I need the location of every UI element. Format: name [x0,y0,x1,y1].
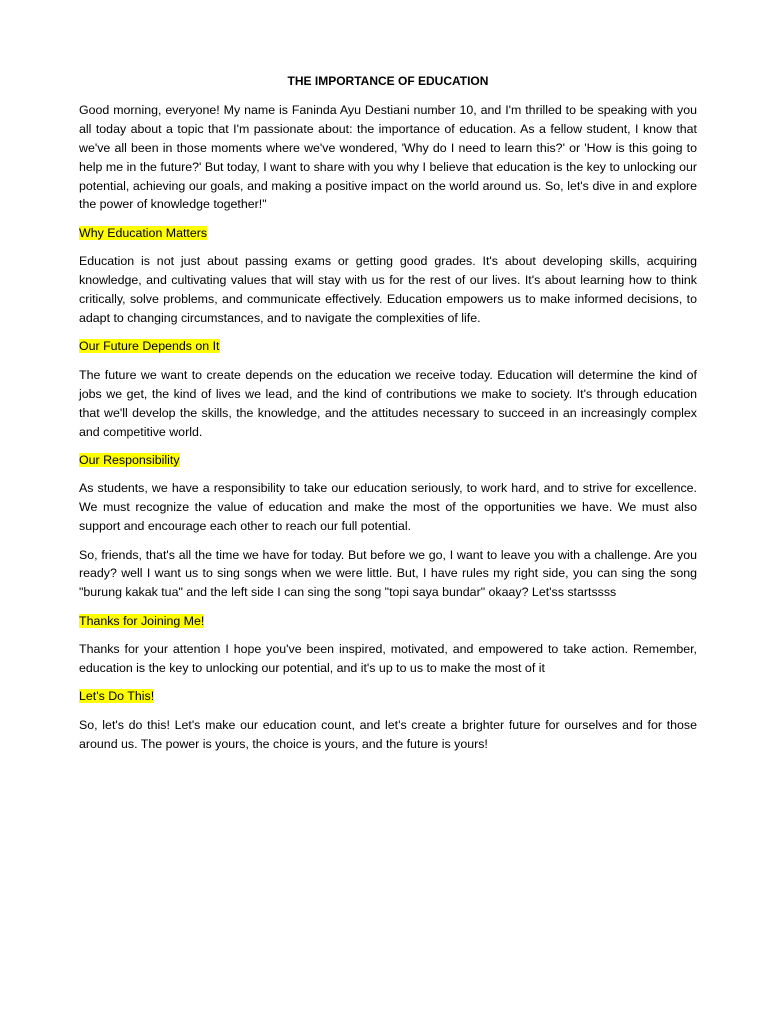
intro-paragraph: Good morning, everyone! My name is Faninda Ayu Destiani number 10, and I'm thrilled to be speaking with you all today about a topic that I'm passionate about: the importance of education. As a fellow student, I know that we've all been in those moments where we've wondered, 'Why do I need to learn this?' or 'How is this going to help me in the future?' But today, I want to share with you why I believe that education is the key to unlocking our potential, achieving our goals, and making a positive impact on the world around us. So, let's dive in and explore the power of knowledge together!" [79,102,697,212]
body-paragraph: Education is not just about passing exams or getting good grades. It's about developing skills, acquiring knowledge, and cultivating values that will stay with us for the rest of our lives. It's about learning how to think critically, solve problems, and communicate effectively. Education empowers us to make informed decisions, to adapt to changing circumstances, and to navigate the complexities of life. [79,254,697,325]
section-heading-our-future [79,337,697,356]
highlighted-heading: Why Education Matters [79,225,208,240]
section-heading-why-education-matters [79,224,697,243]
highlighted-heading: Thanks for Joining Me! [79,613,205,628]
document-title: THE IMPORTANCE OF EDUCATION [287,74,489,88]
document-page [79,72,697,763]
highlighted-heading: Our Future Depends on It [79,339,220,354]
highlighted-heading: Our Responsibility [79,452,180,467]
section-heading-thanks [79,612,697,631]
body-paragraph: So, let's do this! Let's make our education count, and let's create a brighter future for ourselves and for those around us. The power is yours, the choice is yours, and the future is yours! [79,717,697,751]
section-heading-lets-do-this [79,687,697,706]
body-paragraph: Thanks for your attention I hope you've been inspired, motivated, and empowered to take action. Remember, education is the key to unlocking our potential, and it's up to us to make the most of it [79,642,697,676]
section-heading-our-responsibility [79,451,697,470]
body-paragraph: So, friends, that's all the time we have for today. But before we go, I want to leave you with a challenge. Are you ready? well I want us to sing songs when we were little. But, I have rules my right side, you can sing the song "burung kakak tua" and the left side I can sing the song "topi saya bundar" okaay? Let'ss startssss [79,547,697,600]
highlighted-heading: Let's Do This! [79,689,155,704]
body-paragraph: The future we want to create depends on the education we receive today. Education will determine the kind of jobs we get, the kind of lives we lead, and the kind of contributions we make to society. It's through education that we'll develop the skills, the knowledge, and the attitudes necessary to succeed in an increasingly complex and competitive world. [79,367,697,439]
body-paragraph: As students, we have a responsibility to take our education seriously, to work hard, and to strive for excellence. We must recognize the value of education and make the most of the opportunities we have. We must also support and encourage each other to reach our full potential. [79,481,697,534]
